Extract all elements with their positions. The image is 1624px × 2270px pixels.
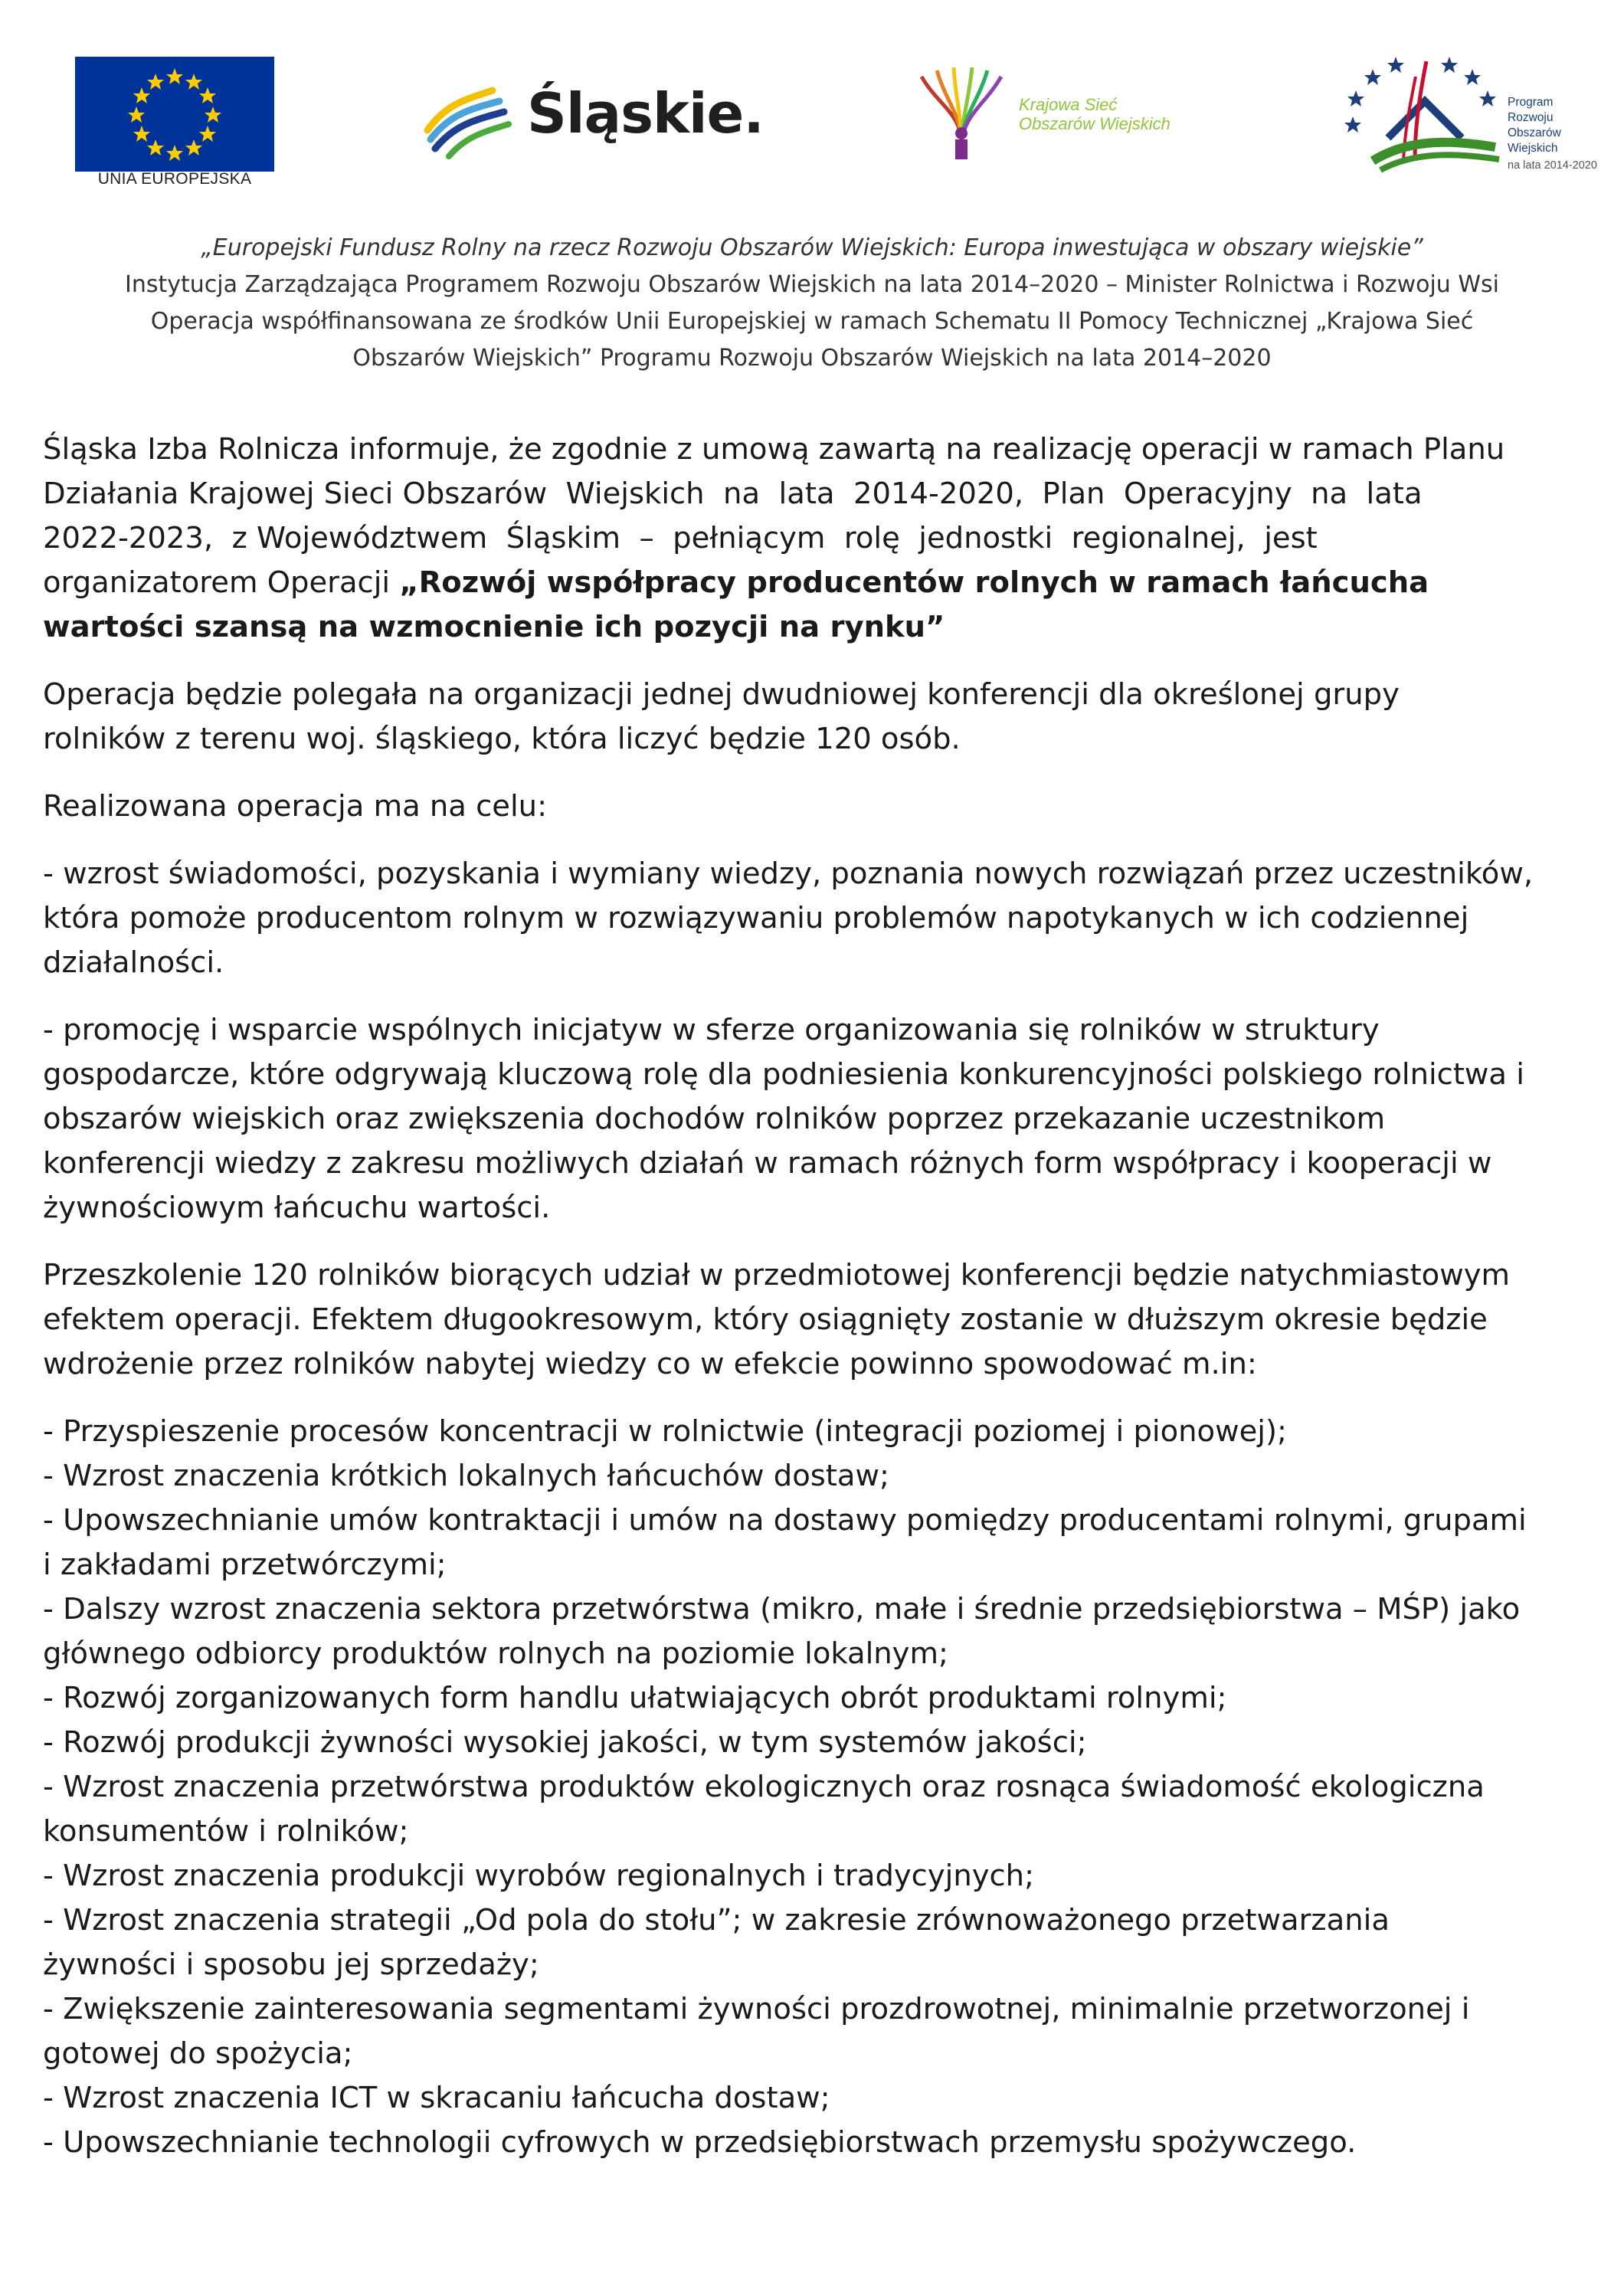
intro-line: 2022-2023, z Województwem Śląskim – pełniącym rolę jednostki regionalnej, jest [43, 521, 1318, 555]
paragraph-line: efektem operacji. Efektem długookresowym, który osiągnięty zostanie w dłuższym okresie będzie [43, 1302, 1488, 1337]
list-item: - Dalszy wzrost znaczenia sektora przetwórstwa (mikro, małe i średnie przedsiębiorstwa – MŚP) jako [43, 1592, 1521, 1626]
intro-organizer-text: organizatorem Operacji [43, 565, 400, 600]
intro-line: Śląska Izba Rolnicza informuje, że zgodnie z umową zawartą na realizację operacji w ramach Planu [43, 432, 1505, 467]
slaskie-waves-icon [420, 77, 519, 161]
list-item: - Wzrost znaczenia strategii „Od pola do stołu”; w zakresie zrównoważonego przetwarzania [43, 1903, 1390, 1938]
prow-label-line3: Obszarów [1508, 126, 1561, 139]
funding-header [0, 230, 1624, 377]
prow-label [1508, 95, 1597, 173]
ksow-label-line2: Obszarów Wiejskich [1019, 114, 1171, 133]
prow-label-line4: Wiejskich [1508, 142, 1558, 155]
prow-label-line2: Rozwoju [1508, 111, 1554, 124]
operation-title-part2: wartości szansą na wzmocnienie ich pozycji na rynku” [43, 610, 945, 644]
slaskie-logo [420, 77, 764, 161]
paragraph-line: która pomoże producentom rolnym w rozwiązywaniu problemów napotykanych w ich codziennej [43, 901, 1469, 935]
managing-authority-line: Instytucja Zarządzająca Programem Rozwoju Obszarów Wiejskich na lata 2014–2020 – Minister Rolnictwa i Rozwoju Wsi [125, 271, 1499, 298]
intro-line [43, 561, 1583, 605]
ksow-tree-icon [908, 60, 1015, 167]
effects-list [43, 1410, 1583, 2165]
list-item: - Upowszechnianie umów kontraktacji i umów na dostawy pomiędzy producentami rolnymi, grupami [43, 1503, 1527, 1538]
list-item: i zakładami przetwórczymi; [43, 1548, 447, 1582]
prow-logo [1342, 46, 1597, 176]
slaskie-label: Śląskie. [527, 81, 764, 146]
operation-description [43, 673, 1583, 762]
goals-heading: Realizowana operacja ma na celu: [43, 789, 548, 824]
paragraph-line: Operacja będzie polegała na organizacji jednej dwudniowej konferencji dla określonej grupy [43, 677, 1400, 712]
paragraph-line: Przeszkolenie 120 rolników biorących udział w przedmiotowej konferencji będzie natychmiastowym [43, 1258, 1510, 1292]
intro-paragraph [43, 427, 1583, 650]
paragraph-line: konferencji wiedzy z zakresu możliwych działań w ramach różnych form współpracy i kooperacji w [43, 1146, 1492, 1181]
prow-label-line1: Program [1508, 96, 1554, 109]
paragraph-line: obszarów wiejskich oraz zwiększenia dochodów rolników poprzez przekazanie uczestnikom [43, 1102, 1386, 1136]
paragraph-line: - wzrost świadomości, pozyskania i wymiany wiedzy, poznania nowych rozwiązań przez uczestników, [43, 857, 1534, 891]
operation-title-part1: „Rozwój współpracy producentów rolnych w ramach łańcucha [399, 565, 1429, 600]
paragraph-line: gospodarcze, które odgrywają kluczową rolę dla podniesienia konkurencyjności polskiego rolnictwa i [43, 1057, 1524, 1092]
list-item: - Zwiększenie zainteresowania segmentami żywności prozdrowotnej, minimalnie przetworzonej i [43, 1992, 1470, 2026]
list-item: żywności i sposobu jej sprzedaży; [43, 1947, 539, 1982]
goal-1 [43, 852, 1583, 985]
list-item: - Wzrost znaczenia produkcji wyrobów regionalnych i tradycyjnych; [43, 1859, 1035, 1893]
list-item: głównego odbiorcy produktów rolnych na poziomie lokalnym; [43, 1636, 948, 1671]
prow-emblem-icon [1342, 46, 1507, 176]
ksow-logo [908, 60, 1214, 167]
list-item: - Upowszechnianie technologii cyfrowych w przedsiębiorstwach przemysłu spożywczego. [43, 2125, 1357, 2160]
eu-flag-icon [75, 57, 274, 172]
list-item: - Przyspieszenie procesów koncentracji w rolnictwie (integracji poziomej i pionowej); [43, 1414, 1287, 1449]
list-item: - Wzrost znaczenia przetwórstwa produktów ekologicznych oraz rosnąca świadomość ekologiczna [43, 1770, 1485, 1804]
funding-motto: „Europejski Fundusz Rolny na rzecz Rozwoju Obszarów Wiejskich: Europa inwestująca w obszary wiejskie” [201, 234, 1423, 261]
paragraph-line: działalności. [43, 945, 224, 980]
ksow-label [1019, 95, 1171, 133]
eu-label: UNIA EUROPEJSKA [97, 170, 252, 188]
paragraph-line: rolników z terenu woj. śląskiego, która liczyć będzie 120 osób. [43, 722, 961, 756]
cofinancing-line-1: Operacja współfinansowana ze środków Unii Europejskiej w ramach Schematu II Pomocy Technicznej „Krajowa Sieć [150, 308, 1474, 335]
training-effects-paragraph [43, 1253, 1583, 1387]
cofinancing-line-2: Obszarów Wiejskich” Programu Rozwoju Obszarów Wiejskich na lata 2014–2020 [352, 345, 1272, 372]
paragraph-line: wdrożenie przez rolników nabytej wiedzy co w efekcie powinno spowodować m.in: [43, 1347, 1257, 1381]
list-item: - Rozwój zorganizowanych form handlu ułatwiających obrót produktami rolnymi; [43, 1681, 1227, 1715]
eu-stars-icon [75, 57, 274, 172]
goal-2 [43, 1008, 1583, 1230]
paragraph-line: - promocję i wsparcie wspólnych inicjatyw w sferze organizowania się rolników w struktury [43, 1013, 1380, 1047]
intro-line: Działania Krajowej Sieci Obszarów Wiejskich na lata 2014-2020, Plan Operacyjny na lata [43, 477, 1423, 511]
logo-bar [0, 0, 1624, 199]
prow-label-years: na lata 2014-2020 [1508, 159, 1597, 172]
document-body [43, 427, 1583, 2165]
list-item: - Wzrost znaczenia ICT w skracaniu łańcucha dostaw; [43, 2081, 830, 2115]
eu-logo [75, 57, 274, 190]
ksow-label-line1: Krajowa Sieć [1019, 95, 1118, 114]
paragraph-line: żywnościowym łańcuchu wartości. [43, 1191, 551, 1225]
list-item: - Wzrost znaczenia krótkich lokalnych łańcuchów dostaw; [43, 1459, 889, 1493]
list-item: gotowej do spożycia; [43, 2036, 353, 2071]
list-item: konsumentów i rolników; [43, 1814, 409, 1849]
list-item: - Rozwój produkcji żywności wysokiej jakości, w tym systemów jakości; [43, 1725, 1087, 1760]
intro-line [43, 605, 1583, 650]
